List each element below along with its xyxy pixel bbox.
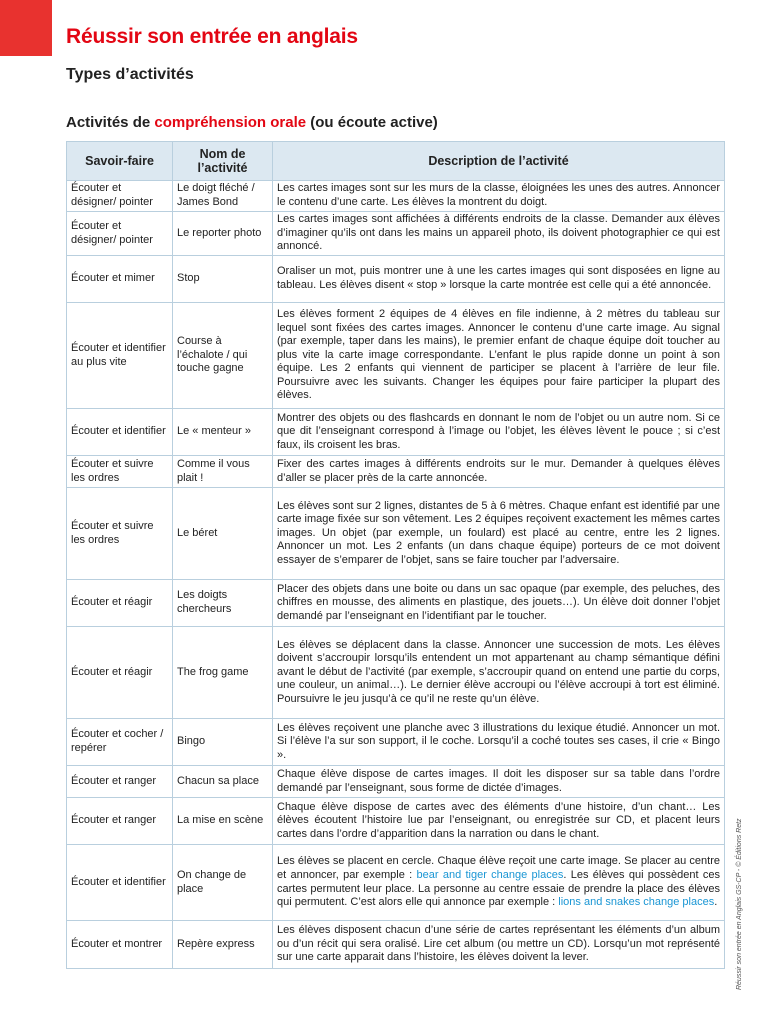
cell-description: Les élèves forment 2 équipes de 4 élèves en file indienne, à 2 mètres du tableau sur lequel sont fixées des cartes images. Annoncer le contenu d’une carte image. Au signal (par exemple, taper dans les mains), le premier enfant de chaque équipe doit toucher au plus vite la carte image correspondante. L’enfant le plus rapide donne un point à son équipe. Les 2 enfants qui viennent de participer se placent à l’arrière de leur file. Poursuivre avec les suivants. Changer les équipes pour faire participer la plupart des élèves.: [273, 303, 725, 409]
desc-text: .: [714, 896, 718, 909]
cell-savoir-faire: Écouter et désigner/ pointer: [67, 181, 173, 212]
cell-savoir-faire: Écouter et identifier: [67, 845, 173, 921]
header-nom-activite: Nom de l’activité: [173, 142, 273, 181]
copyright-side-note: Réussir son entrée en Anglais GS-CP - © Éditions Retz: [736, 818, 743, 990]
cell-nom: On change de place: [173, 845, 273, 921]
table-row: [67, 488, 725, 580]
example-phrase-link: bear and tiger change places: [416, 868, 564, 881]
cell-nom: Le béret: [173, 488, 273, 580]
table-row: [67, 456, 725, 488]
cell-description: Oraliser un mot, puis montrer une à une les cartes images qui sont disposées en ligne au tableau. Les élèves disent « stop » lorsque la carte montrée est celle qui a été annoncée.: [273, 256, 725, 303]
table-header-row: [67, 142, 725, 181]
header-description: Description de l’activité: [273, 142, 725, 181]
example-phrase-link: lions and snakes change places: [558, 896, 715, 909]
header-savoir-faire: Savoir-faire: [67, 142, 173, 181]
cell-savoir-faire: Écouter et identifier au plus vite: [67, 303, 173, 409]
cell-nom: Chacun sa place: [173, 766, 273, 798]
desc-text: . Les élèves qui possèdent ces cartes permutent leur place. La personne au centre essaie de prendre la place des élèves qui permutent. C’est alors elle qui annonce par exemple :: [277, 868, 720, 909]
cell-nom: La mise en scène: [173, 798, 273, 845]
cell-description: Les cartes images sont sur les murs de la classe, éloignées les unes des autres. Annoncer le contenu d’une carte. Les élèves la montrent du doigt.: [273, 181, 725, 212]
cell-description: Chaque élève dispose de cartes avec des éléments d’une histoire, d’un chant… Les élèves écoutent l’histoire lue par l’enseignant, ou enregistrée sur CD, et placent leurs cartes dans l’ordre d’apparition dans la narration ou dans le chant.: [273, 798, 725, 845]
table-row: [67, 303, 725, 409]
cell-savoir-faire: Écouter et désigner/ pointer: [67, 212, 173, 256]
cell-description: [273, 845, 725, 921]
cell-description: Chaque élève dispose de cartes images. Il doit les disposer sur sa table dans l’ordre demandé par l’enseignant, sous forme de dictée d’images.: [273, 766, 725, 798]
cell-nom: Bingo: [173, 719, 273, 766]
cell-description: Les élèves disposent chacun d’une série de cartes représentant les éléments d’un album ou d’un récit qui sera oralisé. Lire cet album (ou mettre un CD). Lorsqu’un mot représenté sur une carte apparait dans l’histoire, les élèves doivent la lever.: [273, 921, 725, 969]
cell-description: Les élèves se déplacent dans la classe. Annoncer une succession de mots. Les élèves doivent s’accroupir lorsqu’ils entendent un mot appartenant au champ sémantique défini avant le début de l’activité (par exemple, s’accroupir quand on entend une partie du corps, une couleur, un animal…). Le dernier élève accroupi ou l’élève accroupi à tort est éliminé. Poursuivre le jeu jusqu’à ce qu’il ne reste qu’un élève.: [273, 627, 725, 719]
cell-nom: Comme il vous plait !: [173, 456, 273, 488]
cell-description: Les élèves reçoivent une planche avec 3 illustrations du lexique étudié. Annoncer un mot. Si l’élève l’a sur son support, il le coche. Lorsqu’il a coché toutes ses cases, il crie « Bingo ».: [273, 719, 725, 766]
cell-description: Fixer des cartes images à différents endroits sur le mur. Demander à quelques élèves d’aller se placer près de la carte annoncée.: [273, 456, 725, 488]
cell-description: Les cartes images sont affichées à différents endroits de la classe. Demander aux élèves d’imaginer qu’ils ont dans les mains un appareil photo, ils doivent photographier ce qui est annoncé.: [273, 212, 725, 256]
cell-savoir-faire: Écouter et cocher / repérer: [67, 719, 173, 766]
section-heading-suffix: (ou écoute active): [306, 114, 438, 131]
table-row: [67, 921, 725, 969]
cell-savoir-faire: Écouter et mimer: [67, 256, 173, 303]
table-row: [67, 798, 725, 845]
section-heading-prefix: Activités de: [66, 114, 155, 131]
cell-savoir-faire: Écouter et réagir: [67, 580, 173, 627]
cell-nom: Stop: [173, 256, 273, 303]
cell-nom: Le reporter photo: [173, 212, 273, 256]
table-row: [67, 181, 725, 212]
table-row: [67, 256, 725, 303]
section-heading-highlight: compréhension orale: [154, 114, 307, 131]
cell-nom: Les doigts chercheurs: [173, 580, 273, 627]
cell-savoir-faire: Écouter et suivre les ordres: [67, 456, 173, 488]
cell-savoir-faire: Écouter et réagir: [67, 627, 173, 719]
cell-savoir-faire: Écouter et ranger: [67, 798, 173, 845]
section-heading: [66, 114, 438, 131]
cell-description: Les élèves sont sur 2 lignes, distantes de 5 à 6 mètres. Chaque enfant est identifié par une carte image fixée sur son vêtement. Les 2 équipes reçoivent exactement les mêmes cartes images. Un objet (par exemple, un foulard) est placé au centre, entre les 2 lignes. Annoncer un mot. Les 2 enfants (un dans chaque équipe) porteurs de ce mot doivent essayer de s’emparer de l’objet, sans se faire toucher par l’adversaire.: [273, 488, 725, 580]
table-row: [67, 627, 725, 719]
table-row: [67, 845, 725, 921]
cell-savoir-faire: Écouter et identifier: [67, 409, 173, 456]
cell-description: Placer des objets dans une boite ou dans un sac opaque (par exemple, des peluches, des chiffres en mousse, des aliments en plastique, des jouets…). Un élève doit donner l’objet demandé par l’enseignant en l’identifiant par le toucher.: [273, 580, 725, 627]
page-subtitle: Types d’activités: [66, 66, 194, 83]
cell-savoir-faire: Écouter et ranger: [67, 766, 173, 798]
table-row: [67, 409, 725, 456]
cell-nom: Course à l’échalote / qui touche gagne: [173, 303, 273, 409]
desc-text: Les élèves se placent en cercle. Chaque élève reçoit une carte image. Se placer au centre et annoncer, par exemple :: [277, 855, 720, 881]
cell-nom: Le doigt fléché / James Bond: [173, 181, 273, 212]
table-row: [67, 766, 725, 798]
activities-table: [66, 141, 725, 969]
cell-savoir-faire: Écouter et montrer: [67, 921, 173, 969]
cell-nom: Repère express: [173, 921, 273, 969]
cell-savoir-faire: Écouter et suivre les ordres: [67, 488, 173, 580]
table-row: [67, 580, 725, 627]
corner-tab: [0, 0, 52, 56]
table-row: [67, 719, 725, 766]
cell-description: Montrer des objets ou des flashcards en donnant le nom de l’objet ou un autre nom. Si ce que dit l’enseignant correspond à l’image ou l’objet, les élèves lèvent le pouce ; si c’est faux, ils croisent les bras.: [273, 409, 725, 456]
cell-nom: Le « menteur »: [173, 409, 273, 456]
page-title: Réussir son entrée en anglais: [66, 25, 358, 48]
table-row: [67, 212, 725, 256]
cell-nom-link: The frog game: [173, 627, 273, 719]
